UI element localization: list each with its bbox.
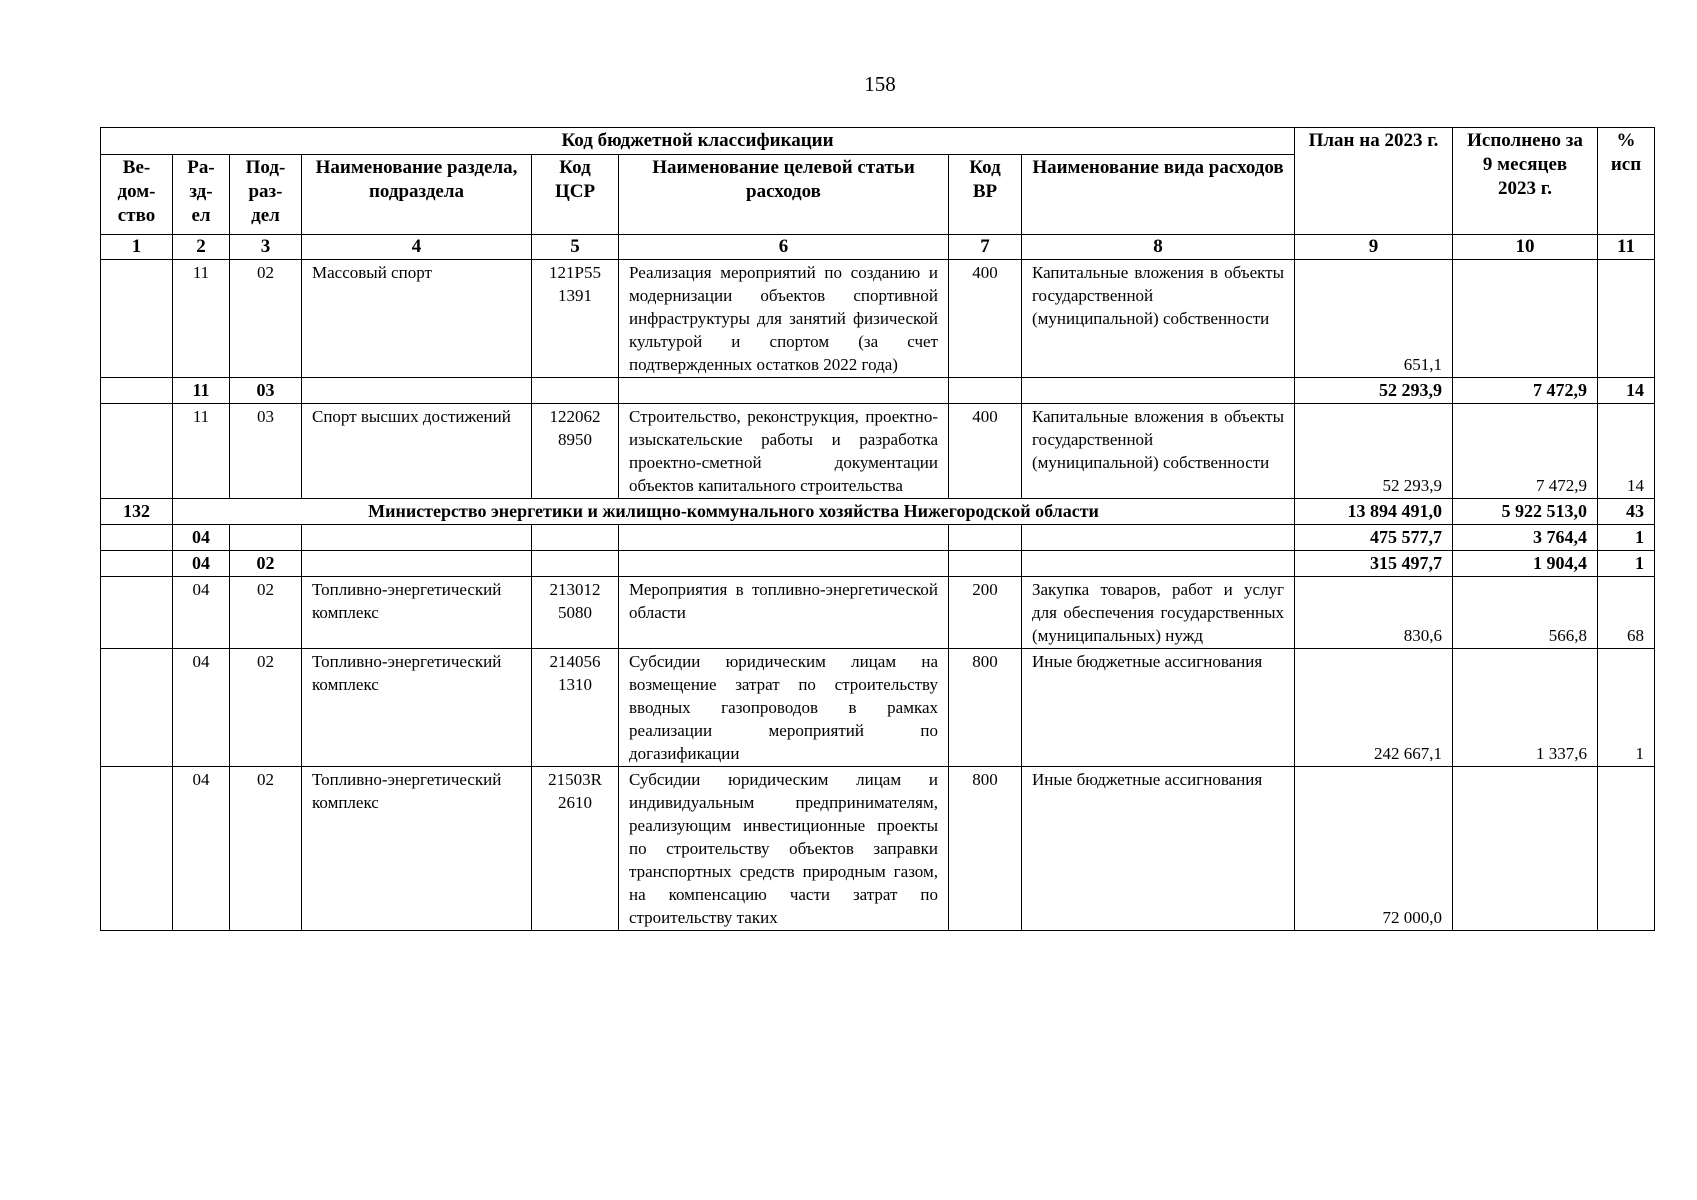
header-name-vr: Наименование вида расходов (1022, 155, 1295, 235)
column-number: 4 (302, 235, 532, 260)
column-number: 7 (949, 235, 1022, 260)
cell-razdel: 11 (173, 404, 230, 499)
cell-podrazdel (230, 525, 302, 551)
cell-empty (302, 378, 532, 404)
cell-pct: 1 (1598, 525, 1655, 551)
cell-vedomstvo (101, 260, 173, 378)
cell-podrazdel: 02 (230, 577, 302, 649)
header-row-group (101, 128, 1655, 155)
cell-empty (302, 551, 532, 577)
ministry-title: Министерство энергетики и жилищно-коммунального хозяйства Нижегородской области (173, 499, 1295, 525)
cell-name-razdel: Топливно-энергетический комплекс (302, 767, 532, 931)
cell-vr-name: Закупка товаров, работ и услуг для обеспечения государственных (муниципальных) нужд (1022, 577, 1295, 649)
cell-empty (1022, 378, 1295, 404)
cell-target: Субсидии юридическим лицам на возмещение затрат по строительству вводных газопроводов в рамках реализации мероприятий по догазификации (619, 649, 949, 767)
header-vr: Код ВР (949, 155, 1022, 235)
cell-name-razdel: Массовый спорт (302, 260, 532, 378)
cell-vedomstvo (101, 577, 173, 649)
cell-razdel: 04 (173, 525, 230, 551)
cell-empty (1022, 551, 1295, 577)
cell-pct: 68 (1598, 577, 1655, 649)
column-number: 1 (101, 235, 173, 260)
subtotal-row (101, 525, 1655, 551)
cell-plan: 13 894 491,0 (1295, 499, 1453, 525)
cell-vr: 200 (949, 577, 1022, 649)
cell-pct: 14 (1598, 378, 1655, 404)
cell-exec: 566,8 (1453, 577, 1598, 649)
cell-vr: 400 (949, 260, 1022, 378)
table-row (101, 260, 1655, 378)
cell-vedomstvo (101, 378, 173, 404)
cell-target: Реализация мероприятий по созданию и модернизации объектов спортивной инфраструктуры для занятий физической культурой и спортом (за счет подтвержденных остатков 2022 года) (619, 260, 949, 378)
cell-razdel: 11 (173, 378, 230, 404)
cell-vr-name: Капитальные вложения в объекты государственной (муниципальной) собственности (1022, 404, 1295, 499)
cell-target: Мероприятия в топливно-энергетической области (619, 577, 949, 649)
column-number: 3 (230, 235, 302, 260)
cell-empty (619, 525, 949, 551)
cell-razdel: 04 (173, 649, 230, 767)
cell-pct (1598, 260, 1655, 378)
column-number: 11 (1598, 235, 1655, 260)
cell-exec: 7 472,9 (1453, 378, 1598, 404)
cell-podrazdel: 02 (230, 767, 302, 931)
table-row (101, 404, 1655, 499)
cell-name-razdel: Топливно-энергетический комплекс (302, 649, 532, 767)
cell-plan: 651,1 (1295, 260, 1453, 378)
column-number: 2 (173, 235, 230, 260)
cell-target: Субсидии юридическим лицам и индивидуальным предпринимателям, реализующим инвестиционные проекты по строительству объектов заправки транспортных средств природным газом, на компенсацию части затрат по строительству таких (619, 767, 949, 931)
cell-pct: 1 (1598, 551, 1655, 577)
cell-empty (949, 551, 1022, 577)
cell-empty (949, 378, 1022, 404)
cell-podrazdel: 02 (230, 551, 302, 577)
cell-name-razdel: Спорт высших достижений (302, 404, 532, 499)
cell-plan: 830,6 (1295, 577, 1453, 649)
cell-plan: 72 000,0 (1295, 767, 1453, 931)
cell-vedomstvo (101, 649, 173, 767)
cell-empty (532, 551, 619, 577)
cell-razdel: 11 (173, 260, 230, 378)
table-row (101, 649, 1655, 767)
column-number: 6 (619, 235, 949, 260)
cell-vedomstvo: 132 (101, 499, 173, 525)
cell-vr-name: Иные бюджетные ассигнования (1022, 649, 1295, 767)
header-row-numbers (101, 235, 1655, 260)
cell-podrazdel: 03 (230, 378, 302, 404)
cell-exec: 1 337,6 (1453, 649, 1598, 767)
cell-vedomstvo (101, 404, 173, 499)
subtotal-row (101, 551, 1655, 577)
column-number: 9 (1295, 235, 1453, 260)
cell-empty (101, 551, 173, 577)
cell-exec (1453, 260, 1598, 378)
cell-empty (532, 378, 619, 404)
table-row (101, 767, 1655, 931)
cell-exec: 3 764,4 (1453, 525, 1598, 551)
cell-pct (1598, 767, 1655, 931)
cell-plan: 52 293,9 (1295, 404, 1453, 499)
ministry-row (101, 499, 1655, 525)
cell-csr: 121P55 1391 (532, 260, 619, 378)
cell-vr: 800 (949, 767, 1022, 931)
cell-plan: 52 293,9 (1295, 378, 1453, 404)
cell-pct: 43 (1598, 499, 1655, 525)
page-number: 158 (864, 72, 896, 96)
cell-pct: 14 (1598, 404, 1655, 499)
cell-csr: 214056 1310 (532, 649, 619, 767)
table-row (101, 577, 1655, 649)
cell-exec: 1 904,4 (1453, 551, 1598, 577)
cell-target: Строительство, реконструкция, проектно-изыскательские работы и разработка проектно-сметной документации объектов капитального строительства (619, 404, 949, 499)
cell-vr: 400 (949, 404, 1022, 499)
header-name-target: Наименование целевой статьи расходов (619, 155, 949, 235)
column-number: 10 (1453, 235, 1598, 260)
cell-razdel: 04 (173, 577, 230, 649)
cell-csr: 122062 8950 (532, 404, 619, 499)
cell-plan: 242 667,1 (1295, 649, 1453, 767)
cell-empty (532, 525, 619, 551)
header-name-razdel: Наименование раздела, подраздела (302, 155, 532, 235)
cell-plan: 475 577,7 (1295, 525, 1453, 551)
cell-empty (101, 525, 173, 551)
cell-empty (949, 525, 1022, 551)
cell-name-razdel: Топливно-энергетический комплекс (302, 577, 532, 649)
header-plan: План на 2023 г. (1295, 128, 1453, 235)
cell-empty (302, 525, 532, 551)
cell-podrazdel: 03 (230, 404, 302, 499)
cell-plan: 315 497,7 (1295, 551, 1453, 577)
cell-podrazdel: 02 (230, 260, 302, 378)
cell-podrazdel: 02 (230, 649, 302, 767)
cell-vr-name: Иные бюджетные ассигнования (1022, 767, 1295, 931)
header-pct: % исп (1598, 128, 1655, 235)
cell-csr: 213012 5080 (532, 577, 619, 649)
header-vedomstvo: Ве- дом- ство (101, 155, 173, 235)
cell-vedomstvo (101, 767, 173, 931)
header-razdel: Ра- зд- ел (173, 155, 230, 235)
cell-razdel: 04 (173, 767, 230, 931)
budget-table (100, 127, 1655, 931)
column-number: 5 (532, 235, 619, 260)
header-csr: Код ЦСР (532, 155, 619, 235)
cell-exec: 5 922 513,0 (1453, 499, 1598, 525)
cell-empty (619, 551, 949, 577)
cell-exec (1453, 767, 1598, 931)
header-group-cell: Код бюджетной классификации (101, 128, 1295, 155)
cell-empty (1022, 525, 1295, 551)
cell-csr: 21503R 2610 (532, 767, 619, 931)
cell-pct: 1 (1598, 649, 1655, 767)
cell-vr: 800 (949, 649, 1022, 767)
cell-exec: 7 472,9 (1453, 404, 1598, 499)
header-exec: Исполнено за 9 месяцев 2023 г. (1453, 128, 1598, 235)
header-podrazdel: Под- раз- дел (230, 155, 302, 235)
cell-razdel: 04 (173, 551, 230, 577)
cell-empty (619, 378, 949, 404)
column-number: 8 (1022, 235, 1295, 260)
cell-vr-name: Капитальные вложения в объекты государственной (муниципальной) собственности (1022, 260, 1295, 378)
subtotal-row (101, 378, 1655, 404)
